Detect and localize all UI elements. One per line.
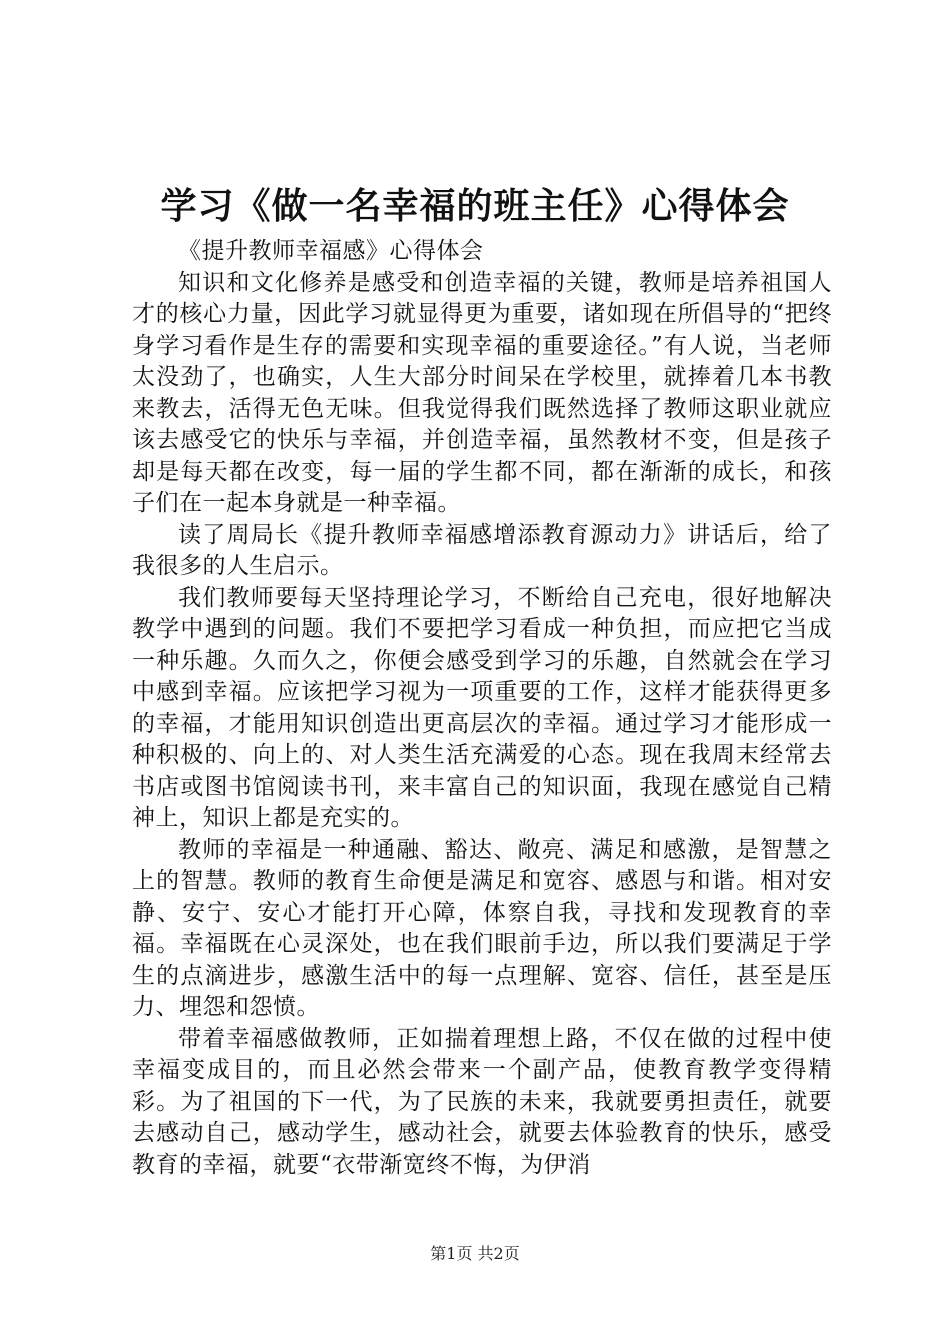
document-title: 学习《做一名幸福的班主任》心得体会 xyxy=(160,186,790,227)
document-body xyxy=(132,236,832,1181)
page-number-footer: 第1页 共2页 xyxy=(430,1244,520,1263)
paragraph: 知识和文化修养是感受和创造幸福的关键，教师是培养祖国人才的核心力量，因此学习就显得更为重要，诸如现在所倡导的“把终身学习看作是生存的需要和实现幸福的重要途径。”有人说，当老师太没劲了，也确实，人生大部分时间呆在学校里，就捧着几本书教来教去，活得无色无味。但我觉得我们既然选择了教师这职业就应该去感受它的快乐与幸福，并创造幸福，虽然教材不变，但是孩子却是每天都在改变，每一届的学生都不同，都在渐渐的成长，和孩子们在一起本身就是一种幸福。 xyxy=(132,269,832,516)
paragraph: 教师的幸福是一种通融、豁达、敞亮、满足和感激，是智慧之上的智慧。教师的教育生命便是满足和宽容、感恩与和谐。相对安静、安宁、安心才能打开心障，体察自我，寻找和发现教育的幸福。幸福既在心灵深处，也在我们眼前手边，所以我们要满足于学生的点滴进步，感激生活中的每一点理解、宽容、信任，甚至是压力、埋怨和怨愤。 xyxy=(132,836,832,1020)
paragraph: 读了周局长《提升教师幸福感增添教育源动力》讲话后，给了我很多的人生启示。 xyxy=(132,521,832,579)
paragraph: 我们教师要每天坚持理论学习，不断给自己充电，很好地解决教学中遇到的问题。我们不要把学习看成一种负担，而应把它当成一种乐趣。久而久之，你便会感受到学习的乐趣，自然就会在学习中感到幸福。应该把学习视为一项重要的工作，这样才能获得更多的幸福，才能用知识创造出更高层次的幸福。通过学习才能形成一种积极的、向上的、对人类生活充满爱的心态。现在我周末经常去书店或图书馆阅读书刊，来丰富自己的知识面，我现在感觉自己精神上，知识上都是充实的。 xyxy=(132,584,832,831)
document-subtitle: 《提升教师幸福感》心得体会 xyxy=(178,238,484,264)
paragraph: 带着幸福感做教师，正如揣着理想上路，不仅在做的过程中使幸福变成目的，而且必然会带来一个副产品，使教育教学变得精彩。为了祖国的下一代，为了民族的未来，我就要勇担责任，就要去感动自己，感动学生，感动社会，就要去体验教育的快乐，感受教育的幸福，就要“衣带渐宽终不悔，为伊消 xyxy=(132,1025,832,1178)
